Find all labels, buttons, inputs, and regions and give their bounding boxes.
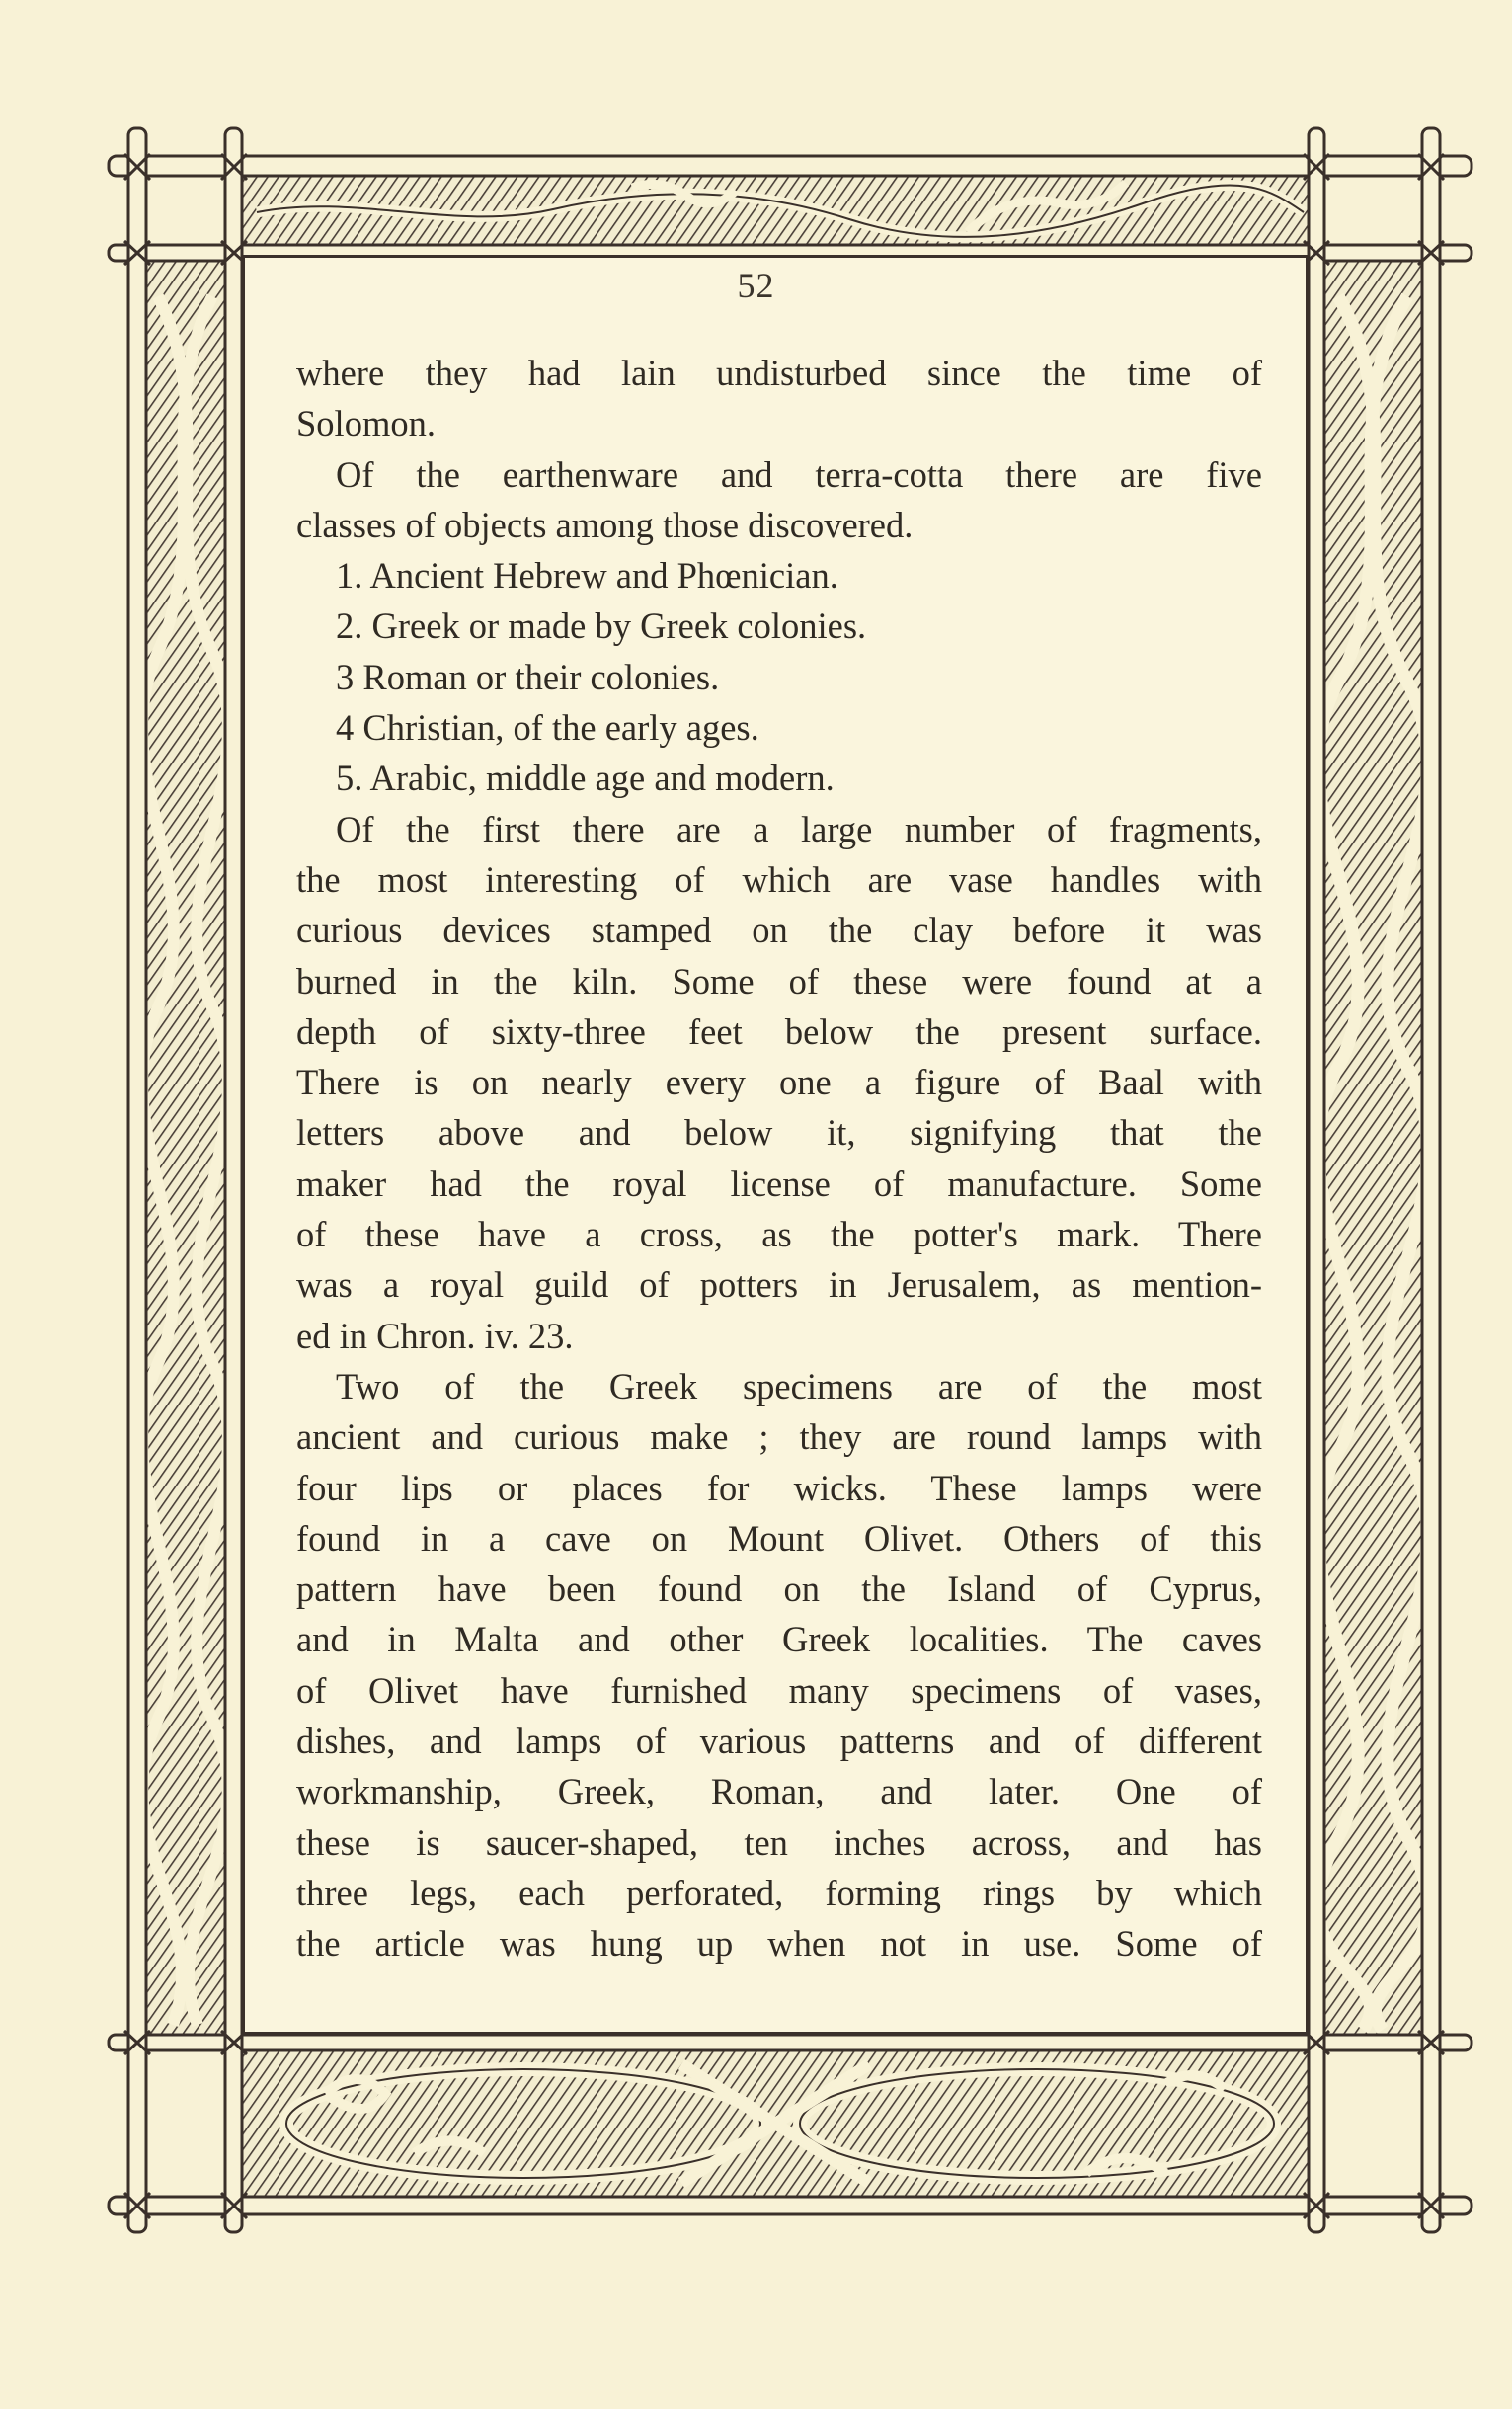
text-line: There is on nearly every one a figure of Baal with xyxy=(296,1062,1262,1103)
text-line: depth of sixty-three feet below the present surface. xyxy=(296,1010,1262,1052)
paragraph-start: Two of the Greek specimens are of the most xyxy=(336,1365,1262,1406)
text-line: where they had lain undisturbed since the time of xyxy=(296,353,1262,393)
top-band xyxy=(242,176,1309,245)
bottom-band xyxy=(242,2049,1309,2198)
paragraph-start: Of the earthenware and terra-cotta there are five xyxy=(336,453,1262,495)
page-number: 52 xyxy=(737,266,775,305)
list-item: 5. Arabic, middle age and modern. xyxy=(336,758,835,799)
text-line: ancient and curious make ; they are round lamps with xyxy=(296,1416,1262,1458)
text-line: maker had the royal license of manufacture. Some xyxy=(296,1163,1262,1204)
text-line: letters above and below it, signifying that the xyxy=(296,1112,1262,1154)
body-text xyxy=(296,348,1262,1969)
paragraph-start: Of the first there are a large number of fragments, xyxy=(336,808,1262,849)
text-line: of these have a cross, as the potter's mark. There xyxy=(296,1214,1262,1255)
text-line: curious devices stamped on the clay before it was xyxy=(296,910,1262,951)
text-line: of Olivet have furnished many specimens of vases, xyxy=(296,1669,1262,1711)
list-item: 1. Ancient Hebrew and Phœnician. xyxy=(336,555,838,597)
list-item: 3 Roman or their colonies. xyxy=(336,656,720,697)
text-line: pattern have been found on the Island of Cyprus, xyxy=(296,1568,1262,1610)
text-line: and in Malta and other Greek localities. The caves xyxy=(296,1619,1262,1660)
text-line: burned in the kiln. Some of these were found at a xyxy=(296,960,1262,1002)
text-line: the article was hung up when not in use. Some of xyxy=(296,1923,1262,1965)
left-band xyxy=(142,255,228,2035)
text-line: three legs, each perforated, forming rings by which xyxy=(296,1872,1262,1913)
list-item: 2. Greek or made by Greek colonies. xyxy=(336,605,867,647)
text-line: four lips or places for wicks. These lamps were xyxy=(296,1467,1262,1508)
text-line: Solomon. xyxy=(296,403,436,444)
text-line: ed in Chron. iv. 23. xyxy=(296,1315,574,1356)
text-line: the most interesting of which are vase handles with xyxy=(296,858,1262,900)
text-line: these is saucer-shaped, ten inches across, and has xyxy=(296,1821,1262,1863)
right-band xyxy=(1317,255,1427,2035)
text-line: workmanship, Greek, Roman, and later. One of xyxy=(296,1771,1262,1812)
list-item: 4 Christian, of the early ages. xyxy=(336,707,759,749)
text-line: found in a cave on Mount Olivet. Others of this xyxy=(296,1517,1262,1559)
text-line: was a royal guild of potters in Jerusalem, as mention- xyxy=(296,1264,1262,1306)
text-line: dishes, and lamps of various patterns and of different xyxy=(296,1721,1262,1762)
text-line: classes of objects among those discovered. xyxy=(296,504,914,545)
